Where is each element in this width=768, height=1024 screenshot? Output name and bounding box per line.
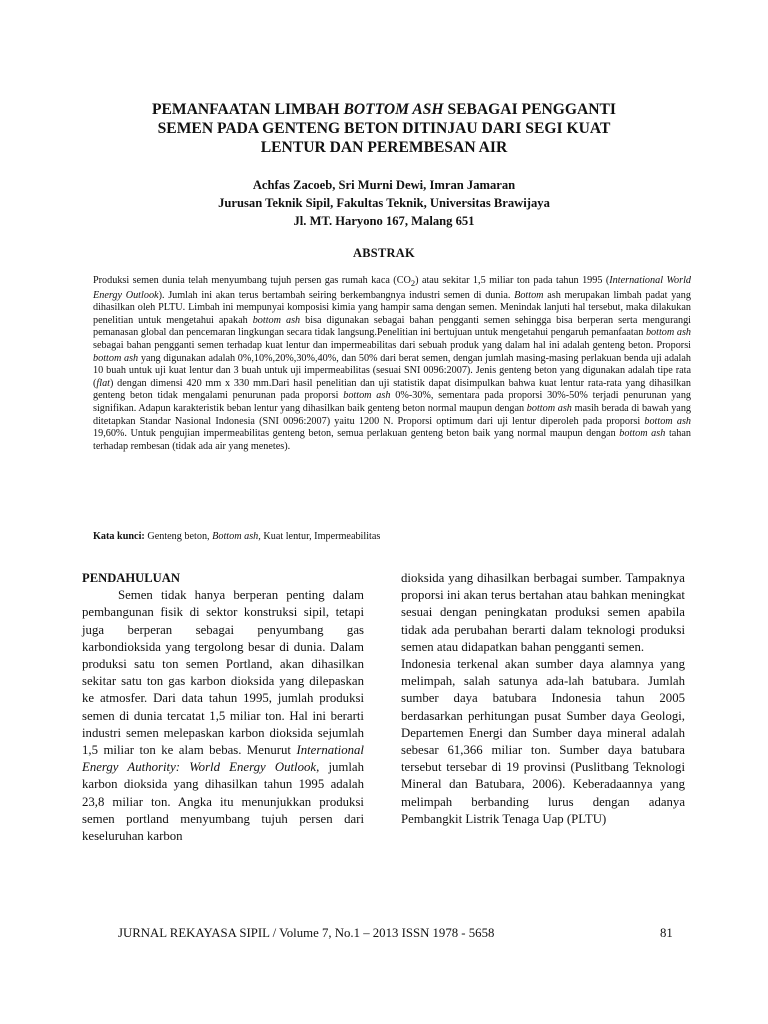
page-number: 81 [660, 926, 673, 940]
author-block [84, 176, 684, 230]
body-paragraph: Semen tidak hanya berperan penting dalam pembangunan fisik di sektor konstruksi sipil, tetapi juga berperan sebagai penyumbang gas karbondioksida yang tergolong besar di dunia. Dalam produksi satu ton semen Portland, akan dihasilkan sekitar satu ton gas karbon dioksida yang dilepaskan ke atmosfer. Dari data tahun 1995, jumlah produksi semen di dunia tercatat 1,5 miliar ton. Hal ini berarti industri semen melepaskan karbon dioksida sejumlah 1,5 miliar ton ke alam bebas. Menurut International Energy Authority: World Energy Outlook, jumlah karbon dioksida yang dihasilkan tahun 1995 adalah 23,8 miliar ton. Angka itu menunjukkan produksi semen portland menyumbang tujuh persen dari keseluruhan karbon [82, 588, 364, 844]
journal-citation: JURNAL REKAYASA SIPIL / Volume 7, No.1 – 2013 ISSN 1978 - 5658 [118, 926, 495, 940]
body-paragraph: Indonesia terkenal akan sumber daya alamnya yang melimpah, salah satunya ada-lah batubara. Jumlah sumber daya batubara Indonesia tahun 2005 berdasarkan perhitungan pusat Sumber daya Geologi, Departemen Energi dan Sumber daya mineral adalah sebesar 61,366 miliar ton. Sumber daya batubara tersebut tersebar di 19 provinsi (Puslitbang Teknologi Mineral dan Batubara, 2006). Keberadaannya yang melimpah berbanding lurus dengan adanya Pembangkit Listrik Tenaga Uap (PLTU) [401, 657, 685, 826]
section-heading-introduction: PENDAHULUAN [82, 571, 180, 585]
paper-title [84, 100, 684, 157]
keywords-label: Kata kunci: [93, 531, 145, 542]
title-line-3: LENTUR DAN PEREMBESAN AIR [260, 139, 508, 156]
title-line-1: PEMANFAATAN LIMBAH BOTTOM ASH SEBAGAI PENGGANTI [152, 101, 616, 118]
title-line-2: SEMEN PADA GENTENG BETON DITINJAU DARI SEGI KUAT [157, 120, 611, 137]
abstract-heading: ABSTRAK [352, 246, 415, 260]
keywords-line: Kata kunci: Genteng beton, Bottom ash, Kuat lentur, Impermeabilitas [93, 531, 381, 542]
abstract-text: Produksi semen dunia telah menyumbang tujuh persen gas rumah kaca $(CO_2)$ atau sekitar 1,5 miliar ton pada tahun 1995 (International World Energy Outlook). Jumlah ini akan terus bertambah seiring berkembangnya industri semen di dunia. Bottom ash merupakan limbah padat yang dihasilkan oleh PLTU. Limbah ini mempunyai komposisi kimia yang hampir sama dengan semen. Menindak lanjuti hal tersebut, maka dilakukan penelitian untuk mengetahui apakah bottom ash bisa digunakan sebagai bahan pengganti semen sehingga bisa berperan serta mengurangi pemanasan global dan pencemaran lingkungan secara tidak langsung.Penelitian ini bertujuan untuk mengetahui pengaruh pemanfaatan bottom ash sebagai bahan pengganti semen terhadap kuat lentur dan impermeabilitas dari sebuah produk yang dalam hal ini adalah genteng beton. Proporsi bottom ash yang digunakan adalah 0%,10%,20%,30%,40%, dan 50% dari berat semen, dengan jumlah masing-masing perlakuan benda uji adalah 10 buah untuk uji kuat lentur dan 3 buah untuk uji impermeabilitas (sesuai SNI 0096:2007). Jenis genteng beton yang digunakan adalah tipe rata (flat) dengan dimensi 420 mm x 330 mm.Dari hasil penelitian dan uji statistik dapat disimpulkan bahwa kuat lentur rata-rata yang dihasilkan genteng beton tidak mengalami penurunan pada proporsi bottom ash 0%-30%, sementara pada proporsi 30%-50% terjadi penurunan yang signifikan. Adapun karakteristik beban lentur yang dihasilkan baik genteng beton normal maupun dengan bottom ash masih berada di bawah yang ditetapkan Standar Nasional Indonesia (SNI 0096:2007) yaitu 1200 N. Proporsi optimum dari uji lentur diperoleh pada proporsi bottom ash 19,60%. Untuk pengujian impermeabilitas genteng beton, semua perlakuan genteng beton baik yang normal maupun dengan bottom ash tahan terhadap rembesan (tidak ada air yang menetes). [93, 275, 692, 452]
author-names: Achfas Zacoeb, Sri Murni Dewi, Imran Jamaran [252, 178, 516, 192]
body-paragraph: dioksida yang dihasilkan berbagai sumber. Tampaknya proporsi ini akan terus bertahan atau bahkan meningkat sesuai dengan peningkatan produksi semen apabila tidak ada perubahan berarti dalam teknologi produksi semen atau didapatkan bahan pengganti semen. [401, 571, 685, 654]
body-column-left [82, 570, 364, 845]
author-address: Jl. MT. Haryono 167, Malang 651 [293, 214, 475, 228]
body-column-right [401, 570, 685, 828]
author-affiliation: Jurusan Teknik Sipil, Fakultas Teknik, Universitas Brawijaya [218, 196, 550, 210]
title-italic-term: BOTTOM ASH [343, 101, 444, 118]
